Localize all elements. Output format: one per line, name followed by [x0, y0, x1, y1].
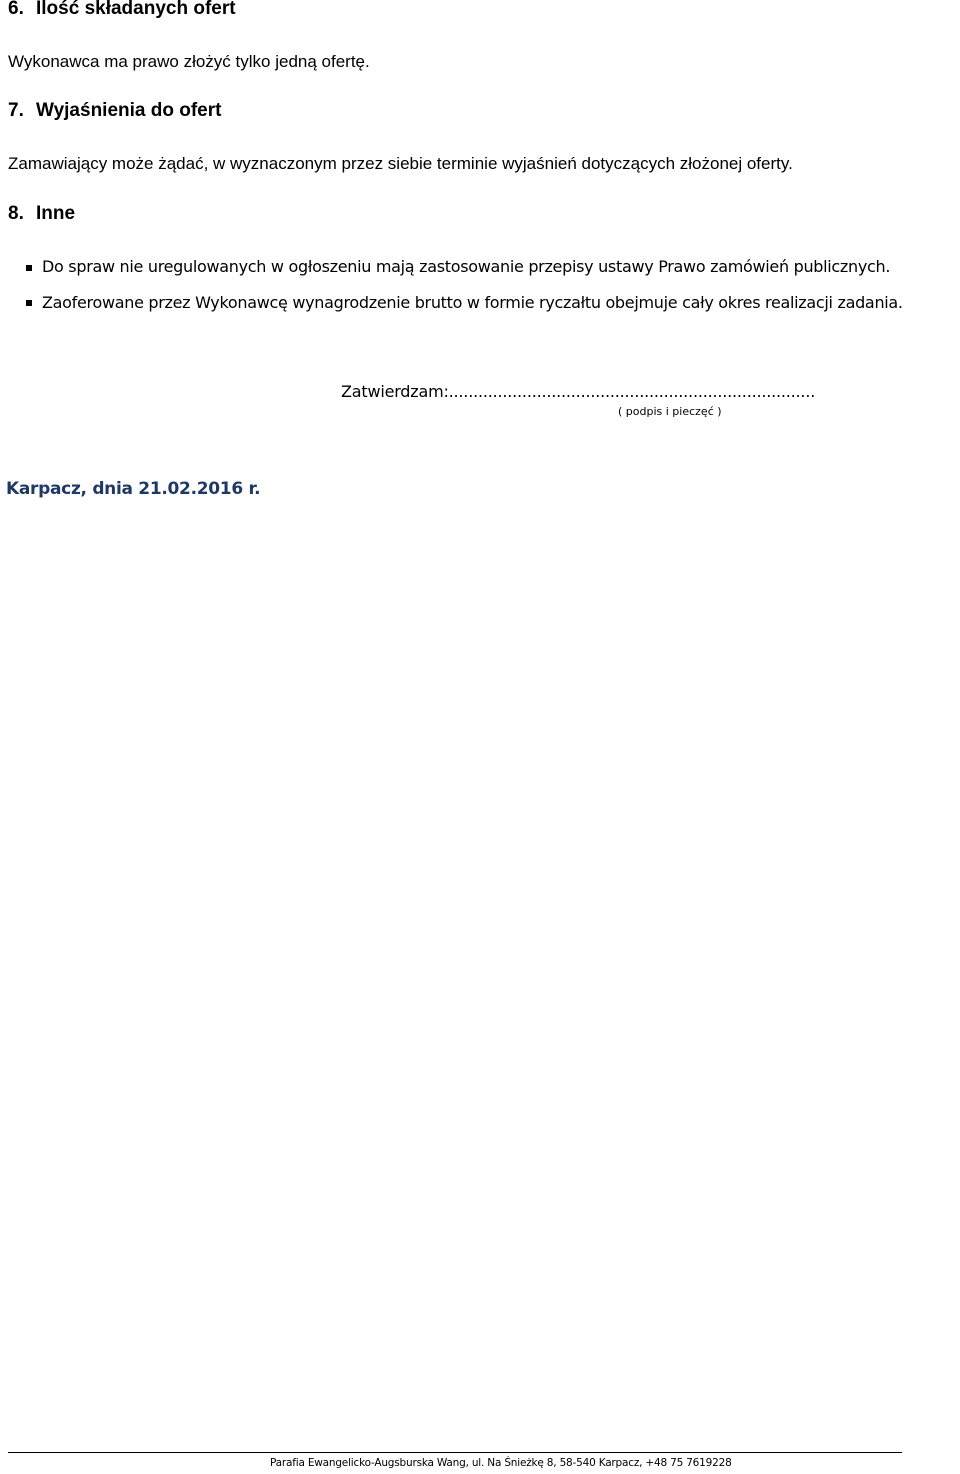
section-8-heading	[8, 203, 75, 225]
list-item: Zaoferowane przez Wykonawcę wynagrodzenie brutto w formie ryczałtu obejmuje cały okres realizacji zadania.	[42, 293, 903, 312]
signature-note: ( podpis i pieczęć )	[618, 405, 722, 418]
list-item: Do spraw nie uregulowanych w ogłoszeniu mają zastosowanie przepisy ustawy Prawo zamówień publicznych.	[42, 257, 891, 276]
section-8-number: 8.	[8, 203, 24, 224]
section-6-number: 6.	[8, 0, 24, 19]
bullet-icon	[26, 300, 32, 306]
footer-divider	[8, 1452, 902, 1453]
section-6-title: Ilość składanych ofert	[36, 0, 236, 19]
section-8-title: Inne	[36, 203, 76, 224]
bullet-icon	[26, 265, 32, 271]
section-7-text: Zamawiający może żądać, w wyznaczonym przez siebie terminie wyjaśnień dotyczących złożonej oferty.	[8, 154, 793, 173]
section-7-number: 7.	[8, 100, 24, 121]
section-6-heading	[8, 0, 236, 20]
section-7-heading	[8, 100, 221, 122]
date-line: Karpacz, dnia 21.02.2016 r.	[6, 479, 261, 499]
section-6-text: Wykonawca ma prawo złożyć tylko jedną ofertę.	[8, 52, 370, 71]
footer-text: Parafia Ewangelicko-Augsburska Wang, ul. Na Śnieżkę 8, 58-540 Karpacz, +48 75 7619228	[270, 1457, 732, 1469]
section-7-title: Wyjaśnienia do ofert	[36, 100, 222, 121]
approval-label: Zatwierdzam:...........................................................................	[341, 382, 816, 401]
